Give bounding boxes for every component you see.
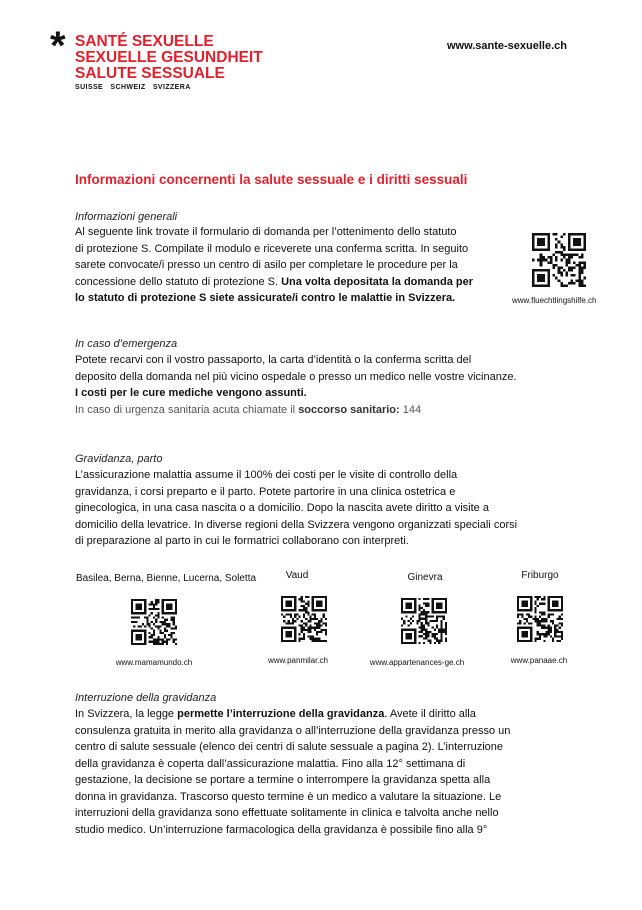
interruption-line-1-bold: permette l’interruzione della gravidanza	[177, 708, 385, 720]
interruption-line-1-b: . Avete il diritto alla	[384, 708, 476, 720]
section-heading-general: Informazioni generali	[75, 211, 178, 223]
interruption-line-1-a: In Svizzera, la legge	[75, 708, 178, 720]
qr-code-icon[interactable]	[401, 598, 447, 644]
pregnancy-line-1: L’assicurazione malattia assume il 100% dei costi per le visite di controllo della	[75, 469, 458, 481]
resource-city-ginevra: Ginevra	[407, 572, 443, 583]
interruption-line-3: centro di salute sessuale (elenco dei centri di salute sessuale a pagina 2). L’interruzione	[75, 741, 504, 753]
qr-code-icon[interactable]	[131, 599, 177, 645]
interruption-line-4: della gravidanza è coperta dall’assicurazione malattia. Fino alla 12° settimana di	[75, 757, 466, 770]
interruption-line-6: donna in gravidanza. Trascorso questo termine è un medico a valutare la situazione. Le	[75, 790, 502, 803]
general-line-4	[75, 274, 515, 291]
brand-logo-text	[75, 34, 263, 82]
emergency-number: 144	[399, 403, 422, 416]
emergency-line-1: Potete recarvi con il vostro passaporto, la carta d’identità o la conferma scritta del	[75, 354, 472, 366]
resource-city-vaud: Vaud	[285, 570, 309, 581]
resource-city-basilea: Basilea, Berna, Bienne, Lucerna, Soletta	[75, 573, 257, 584]
pregnancy-line-2: gravidanza, i corsi preparto e il parto. Potete partorire in una clinica ostetrica e	[75, 485, 456, 498]
brand-line-it: SALUTE SESSUALE	[75, 65, 225, 82]
emergency-costs-bold: I costi per le cure mediche vengono assunti.	[75, 387, 307, 399]
header-website[interactable]: www.sante-sexuelle.ch	[446, 40, 567, 52]
general-line-3: sarete convocate/i presso un centro di asilo per completare le procedure per la	[75, 259, 458, 271]
resource-url-panaae[interactable]: www.panaae.ch	[510, 656, 568, 665]
general-line-1: Al seguente link trovate il formulario di domanda per l’ottenimento dello statuto	[75, 226, 457, 238]
interruption-line-1	[75, 706, 575, 723]
general-line-4-plain: concessione dello statuto di protezione S.	[75, 275, 282, 288]
asterisk-logo-icon: *	[50, 24, 66, 68]
pregnancy-line-3: ginecologica, in una casa nascita o a domicilio. Dopo la nascita avete diritto a visite a	[75, 502, 489, 514]
general-paragraph	[75, 224, 515, 307]
interruption-paragraph	[75, 706, 575, 838]
pregnancy-paragraph	[75, 467, 575, 550]
brand-countries: SUISSE SCHWEIZ SVIZZERA	[75, 84, 191, 91]
emergency-urgent-plain: In caso di urgenza sanitaria acuta chiamate il	[75, 403, 299, 416]
emergency-line-3	[75, 385, 575, 402]
interruption-line-5: gestazione, la decisione se portare a termine o interrompere la gravidanza spetta alla	[75, 774, 491, 786]
section-heading-pregnancy: Gravidanza, parto	[75, 453, 163, 465]
emergency-urgent-bold: soccorso sanitario:	[298, 403, 400, 416]
section-heading-interruption: Interruzione della gravidanza	[75, 692, 217, 704]
interruption-line-2: consulenza gratuita in merito alla gravidanza o all’interruzione della gravidanza presso un	[75, 724, 511, 737]
resource-city-friburgo: Friburgo	[521, 570, 559, 581]
qr-code-icon[interactable]	[517, 596, 563, 642]
resource-url-panmilar[interactable]: www.panmilar.ch	[267, 656, 329, 665]
pregnancy-line-4: domicilio della levatrice. In diverse regioni della Svizzera vengono organizzati speciali corsi	[75, 518, 518, 531]
pregnancy-line-5: di preparazione al parto in cui le formatrici collaborano con interpreti.	[75, 535, 409, 547]
qr-label-fluechtlingshilfe[interactable]: www.fluechtlingshilfe.ch	[512, 296, 597, 305]
qr-code-icon[interactable]	[281, 596, 327, 642]
brand-line-de: SEXUELLE GESUNDHEIT	[75, 49, 263, 66]
brand-line-fr: SANTÉ SEXUELLE	[75, 33, 214, 50]
general-line-2: di protezione S. Compilate il modulo e riceverete una conferma scritta. In seguito	[75, 242, 469, 255]
page-title: Informazioni concernenti la salute sessuale e i diritti sessuali	[75, 172, 468, 187]
section-heading-emergency: In caso d’emergenza	[75, 338, 178, 350]
general-line-5	[75, 290, 515, 307]
general-line-4-bold: Una volta depositata la domanda per	[281, 275, 474, 288]
qr-code-icon[interactable]	[532, 233, 586, 287]
emergency-line-4	[75, 402, 575, 419]
interruption-line-8: studio medico. Un’interruzione farmacologica della gravidanza è possibile fino alla 9°	[75, 823, 488, 836]
resource-url-mamamundo[interactable]: www.mamamundo.ch	[115, 658, 193, 667]
interruption-line-7: interruzioni della gravidanza sono effettuate solitamente in clinica e talvolta anche nello	[75, 807, 499, 819]
emergency-line-2: deposito della domanda nel più vicino ospedale o presso un medico nelle vostre vicinanze.	[75, 370, 517, 383]
emergency-paragraph	[75, 352, 575, 418]
resource-url-appartenances[interactable]: www.appartenances-ge.ch	[369, 658, 465, 667]
general-line-5-bold: lo statuto di protezione S siete assicurate/i contro le malattie in Svizzera.	[75, 292, 456, 304]
